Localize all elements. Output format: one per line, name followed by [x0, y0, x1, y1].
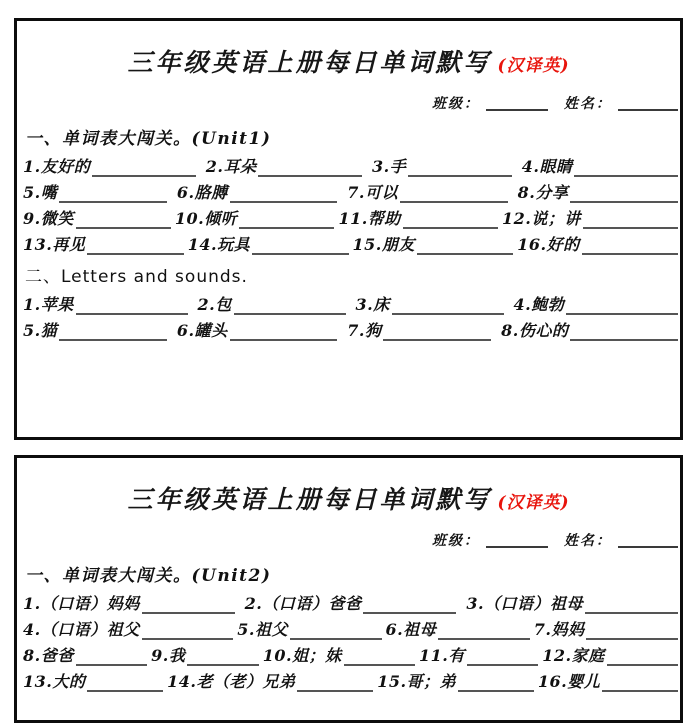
answer-blank[interactable]: [230, 325, 338, 341]
item-label: 1.苹果: [23, 295, 74, 314]
item-label: 2.耳朵: [205, 157, 257, 176]
list-item: [501, 321, 678, 341]
item-label: 2.包: [197, 295, 232, 314]
item-label: 4.鲍勃: [513, 295, 565, 314]
item-label: 7.可以: [347, 183, 398, 202]
class-field: [432, 93, 564, 113]
list-item: [23, 594, 235, 614]
answer-blank[interactable]: [344, 650, 415, 666]
item-label: 4.眼睛: [521, 157, 573, 176]
answer-blank[interactable]: [574, 161, 678, 177]
title-main-text: 三年级英语上册每日单词默写: [127, 48, 492, 77]
item-label: 12.说；讲: [501, 209, 581, 228]
item-label: 14.玩具: [187, 235, 251, 254]
item-label: 15.朋友: [352, 235, 415, 254]
name-field: [564, 93, 678, 113]
item-label: 11.有: [419, 646, 465, 665]
item-row: [17, 614, 680, 640]
list-item: [23, 209, 171, 229]
answer-blank[interactable]: [258, 161, 362, 177]
list-item: [206, 157, 362, 177]
answer-blank[interactable]: [252, 239, 348, 255]
item-label: 6.祖母: [385, 620, 437, 639]
item-row: [17, 289, 680, 315]
list-item: [23, 321, 167, 341]
answer-blank[interactable]: [602, 676, 678, 692]
answer-blank[interactable]: [76, 213, 171, 229]
title-sub-text: (汉译英): [497, 56, 570, 76]
list-item: [347, 321, 491, 341]
list-item: [151, 646, 259, 666]
worksheet-page-2: [14, 455, 683, 723]
list-item: [466, 594, 678, 614]
item-label: 5.猫: [23, 321, 58, 340]
worksheet-page-1: [14, 18, 683, 440]
list-item: [177, 183, 337, 203]
list-item: [23, 183, 167, 203]
list-item: [534, 620, 678, 640]
list-item: [175, 209, 335, 229]
item-row: [17, 151, 680, 177]
list-item: [372, 157, 512, 177]
item-label: 13.再见: [23, 235, 86, 254]
list-item: [237, 620, 381, 640]
class-blank[interactable]: [486, 534, 548, 548]
list-item: [198, 295, 346, 315]
answer-blank[interactable]: [290, 624, 382, 640]
item-label: 9.我: [151, 646, 186, 665]
item-label: 7.狗: [347, 321, 382, 340]
item-label: 10.倾听: [174, 209, 238, 228]
answer-blank[interactable]: [297, 676, 373, 692]
answer-blank[interactable]: [363, 598, 456, 614]
item-label: 5.祖父: [237, 620, 288, 639]
answer-blank[interactable]: [87, 676, 163, 692]
student-info-row: [17, 81, 680, 117]
section-heading-1: 一、单词表大闯关。(Unit1): [25, 129, 272, 149]
answer-blank[interactable]: [582, 239, 678, 255]
name-blank[interactable]: [618, 534, 678, 548]
item-label: 9.微笑: [23, 209, 74, 228]
item-label: 3.手: [372, 157, 407, 176]
item-label: 4.（口语）祖父: [23, 620, 140, 639]
answer-blank[interactable]: [458, 676, 534, 692]
answer-blank[interactable]: [187, 650, 258, 666]
list-item: [23, 646, 147, 666]
item-label: 3.（口语）祖母: [466, 594, 584, 613]
item-label: 7.妈妈: [533, 620, 585, 639]
answer-blank[interactable]: [566, 299, 678, 315]
list-item: [23, 157, 196, 177]
class-field: [432, 530, 564, 550]
list-item: [514, 295, 679, 315]
class-label: 班级：: [432, 96, 480, 112]
answer-blank[interactable]: [92, 161, 196, 177]
class-blank[interactable]: [486, 97, 548, 111]
list-item: [542, 646, 678, 666]
answer-blank[interactable]: [59, 325, 167, 341]
list-item: [23, 672, 163, 692]
item-label: 11.帮助: [338, 209, 401, 228]
item-label: 16.好的: [517, 235, 580, 254]
answer-blank[interactable]: [417, 239, 513, 255]
item-row: [17, 177, 680, 203]
title-main-text: 三年级英语上册每日单词默写: [127, 485, 492, 514]
page-title: [17, 31, 680, 81]
answer-blank[interactable]: [142, 624, 234, 640]
list-item: [356, 295, 504, 315]
name-label: 姓名：: [564, 96, 612, 112]
list-item: [347, 183, 507, 203]
item-label: 6.罐头: [176, 321, 228, 340]
list-item: [188, 235, 349, 255]
item-label: 5.嘴: [23, 183, 58, 202]
item-label: 1.（口语）妈妈: [23, 594, 140, 613]
list-item: [522, 157, 678, 177]
list-item: [338, 209, 498, 229]
student-info-row: [17, 518, 680, 554]
answer-blank[interactable]: [607, 650, 678, 666]
item-label: 1.友好的: [23, 157, 91, 176]
item-label: 14.老（老）兄弟: [167, 672, 296, 691]
answer-blank[interactable]: [76, 650, 147, 666]
list-item: [386, 620, 530, 640]
list-item: [23, 620, 233, 640]
item-label: 13.大的: [23, 672, 86, 691]
list-item: [517, 235, 678, 255]
item-label: 10.姐；妹: [262, 646, 342, 665]
list-item: [167, 672, 373, 692]
answer-blank[interactable]: [383, 325, 491, 341]
item-row: [17, 666, 680, 692]
item-row: [17, 588, 680, 614]
item-label: 8.分享: [517, 183, 569, 202]
answer-blank[interactable]: [59, 187, 167, 203]
answer-blank[interactable]: [583, 213, 678, 229]
list-item: [502, 209, 678, 229]
list-item: [177, 321, 337, 341]
answer-blank[interactable]: [570, 325, 678, 341]
answer-blank[interactable]: [87, 239, 183, 255]
item-row: [17, 315, 680, 341]
section-heading-1: 一、单词表大闯关。(Unit2): [25, 566, 272, 586]
list-item: [538, 672, 678, 692]
item-label: 8.爸爸: [23, 646, 74, 665]
answer-blank[interactable]: [400, 187, 508, 203]
list-item: [245, 594, 457, 614]
class-label: 班级：: [432, 533, 480, 549]
list-item: [518, 183, 678, 203]
answer-blank[interactable]: [392, 299, 504, 315]
item-row: [17, 229, 680, 255]
item-label: 16.婴儿: [537, 672, 601, 691]
answer-blank[interactable]: [239, 213, 334, 229]
list-item: [353, 235, 514, 255]
answer-blank[interactable]: [585, 598, 678, 614]
item-row: [17, 203, 680, 229]
section-heading-2: 二、Letters and sounds.: [25, 267, 248, 287]
list-item: [377, 672, 534, 692]
item-label: 3.床: [355, 295, 390, 314]
answer-blank[interactable]: [586, 624, 678, 640]
answer-blank[interactable]: [403, 213, 498, 229]
item-label: 8.伤心的: [501, 321, 569, 340]
item-label: 15.哥；弟: [377, 672, 457, 691]
answer-blank[interactable]: [142, 598, 235, 614]
title-sub-text: (汉译英): [497, 493, 570, 513]
item-label: 6.胳膊: [176, 183, 228, 202]
list-item: [23, 235, 184, 255]
list-item: [263, 646, 415, 666]
name-field: [564, 530, 678, 550]
item-row: [17, 640, 680, 666]
answer-blank[interactable]: [408, 161, 512, 177]
list-item: [23, 295, 188, 315]
page-title: [17, 468, 680, 518]
answer-blank[interactable]: [230, 187, 338, 203]
answer-blank[interactable]: [438, 624, 530, 640]
item-label: 12.家庭: [542, 646, 605, 665]
answer-blank[interactable]: [234, 299, 346, 315]
answer-blank[interactable]: [467, 650, 538, 666]
answer-blank[interactable]: [76, 299, 188, 315]
name-label: 姓名：: [564, 533, 612, 549]
answer-blank[interactable]: [570, 187, 678, 203]
list-item: [419, 646, 538, 666]
name-blank[interactable]: [618, 97, 678, 111]
item-label: 2.（口语）爸爸: [244, 594, 362, 613]
